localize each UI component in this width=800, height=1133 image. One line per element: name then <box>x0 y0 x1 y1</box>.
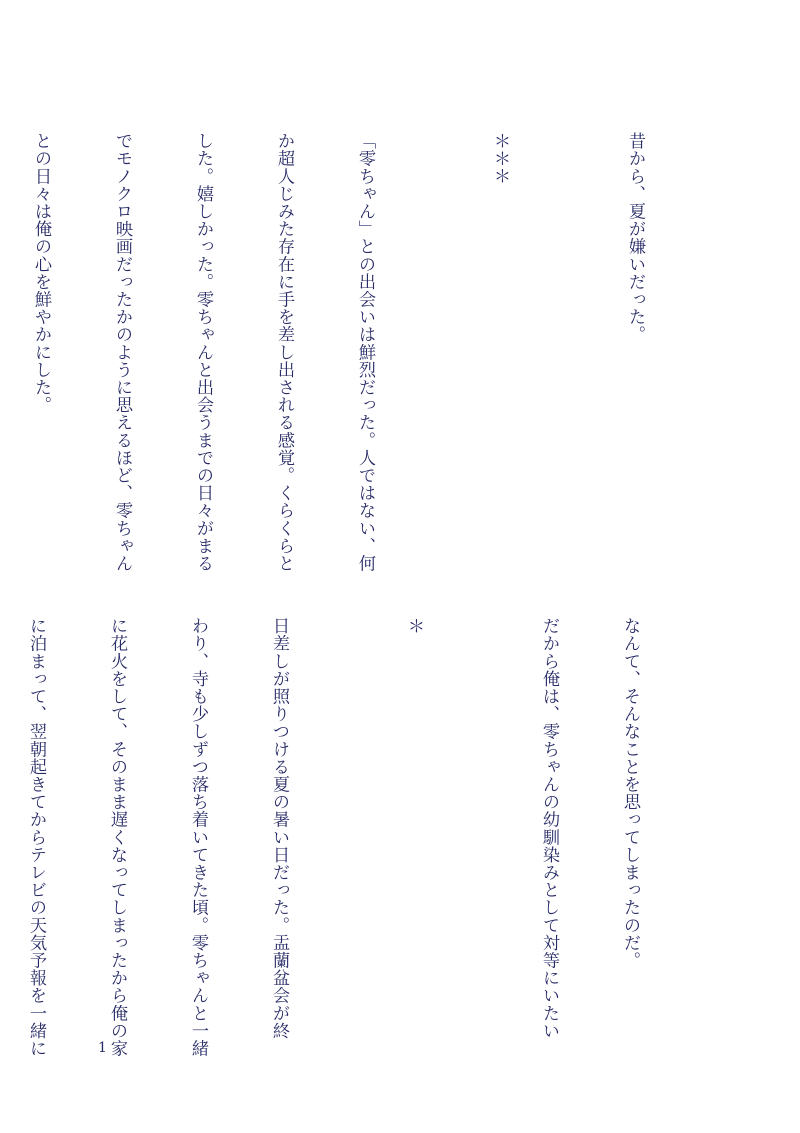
page-number: 1 <box>98 1040 107 1056</box>
text-line: 「零ちゃん」との出会いは鮮烈だった。人ではない、何 <box>355 132 375 572</box>
text-line: した。嬉しかった。零ちゃんと出会うまでの日々がまる <box>193 132 213 572</box>
text-line: でモノクロ映画だったかのように思えるほど、零ちゃん <box>112 132 132 572</box>
text-line: か超人じみた存在に手を差し出される感覚。くらくらと <box>274 132 294 572</box>
text-line: に花火をして、そのまま遅くなってしまったから俺の家 <box>107 617 127 1057</box>
vertical-text-block-bottom <box>0 617 697 1057</box>
text-line: 昔から、夏が嫌いだった。 <box>625 132 645 344</box>
vertical-text-block-top <box>0 132 702 572</box>
section-break-mark: ＊ <box>404 617 424 635</box>
text-line: 日差しが照りつける夏の暑い日だった。盂蘭盆会が終 <box>269 617 289 1040</box>
text-line: に泊まって、翌朝起きてからテレビの天気予報を一緒に <box>26 617 46 1057</box>
text-line: だから俺は、零ちゃんの幼馴染みとして対等にいたい <box>539 617 559 1040</box>
text-line: との日々は俺の心を鮮やかにした。 <box>31 132 51 414</box>
text-line: わり、寺も少しずつ落ち着いてきた頃。零ちゃんと一緒 <box>188 617 208 1057</box>
section-break-mark: ＊＊＊ <box>490 132 510 185</box>
text-line: なんて、そんなことを思ってしまったのだ。 <box>620 617 640 969</box>
